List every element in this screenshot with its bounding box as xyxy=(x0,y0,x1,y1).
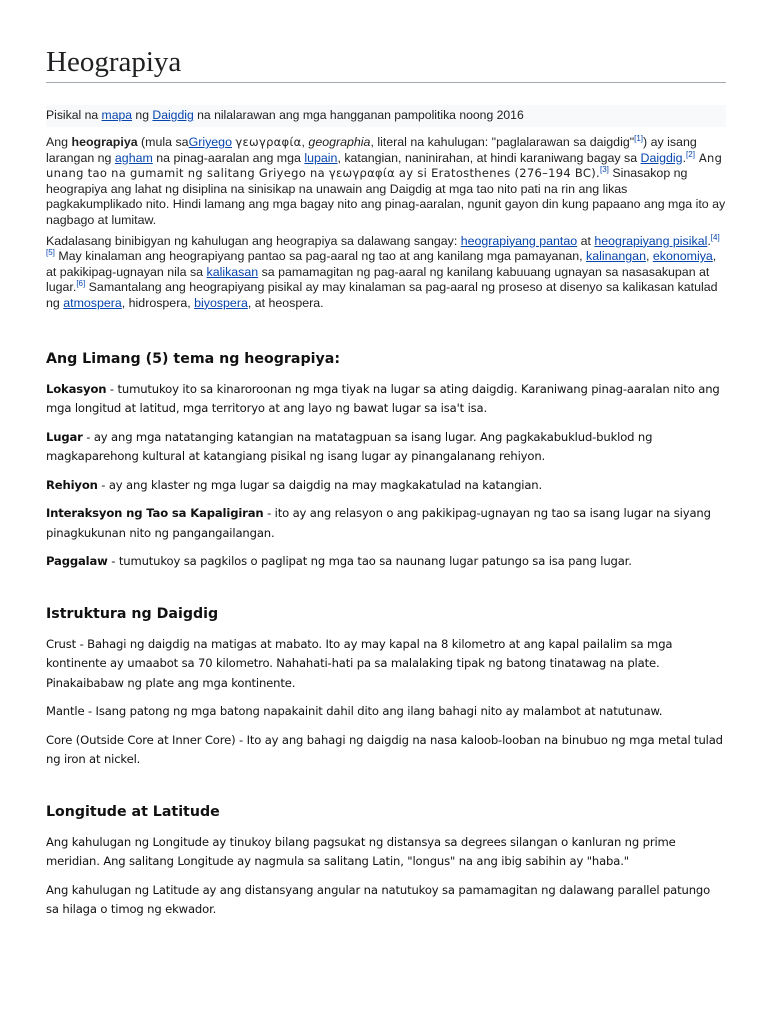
text: , xyxy=(645,249,653,264)
caption-text: Pisikal na xyxy=(46,108,102,122)
item-text: - ay ang klaster ng mga lugar sa daigdig na may magkakatulad na katangian. xyxy=(97,477,543,492)
greek-word: γεωγραφία xyxy=(235,135,302,149)
text: ) ay isang larangan ng xyxy=(46,135,697,165)
item-text: - tumutukoy sa pagkilos o paglipat ng mga tao sa naunang lugar patungo sa isa pang lugar. xyxy=(107,554,632,569)
reference-2[interactable]: [2] xyxy=(686,149,695,159)
list-item: Crust - Bahagi ng daigdig na matigas at mabato. Ito ay may kapal na 8 kilometro at ang kapal pailalim sa mga kontinente ay umaabot sa 70 kilometro. Nahahati-hati pa sa malalaking tipak ng batong tinatawag na plate. Pinakaibabaw ng plate ang mga kontinente. xyxy=(46,636,673,690)
item-term: Paggalaw xyxy=(46,554,108,569)
bold-term: heograpiya xyxy=(71,135,138,149)
list-item xyxy=(46,428,726,467)
section-limang-tema xyxy=(46,350,726,572)
link-heograpiyang-pisikal[interactable]: heograpiyang pisikal xyxy=(594,233,708,248)
caption-text: na nilalarawan ang mga hangganan pampolitika noong 2016 xyxy=(193,108,524,122)
link-griyego[interactable]: Griyego xyxy=(188,135,232,149)
italic-term: geographia xyxy=(308,135,371,149)
item-term: Lugar xyxy=(46,429,83,444)
list-item xyxy=(46,504,726,543)
text: , xyxy=(301,135,309,149)
text: , at pakikipag-ugnayan nila sa xyxy=(46,249,717,279)
item-text: - ay ang mga natatanging katangian na matatagpuan sa isang lugar. Ang pagkakabuklud-buklod ng magkaparehong kultural at katangiang pisikal ng isang lugar ay pinangalanang rehiyon. xyxy=(46,429,653,464)
text: . xyxy=(682,150,687,165)
text: (mula sa xyxy=(137,135,189,149)
link-heograpiyang-pantao[interactable]: heograpiyang pantao xyxy=(460,233,578,248)
link-lupain[interactable]: lupain xyxy=(304,150,338,165)
item-term: Lokasyon xyxy=(46,381,107,396)
text: , at heospera. xyxy=(247,295,324,310)
link-biyospera[interactable]: biyospera xyxy=(194,295,248,310)
article-body xyxy=(46,135,726,312)
link-ekonomiya[interactable]: ekonomiya xyxy=(652,249,713,264)
text: May kinalaman ang heograpiyang pantao sa pag-aaral ng tao at ang kanilang mga pamayanan, xyxy=(54,249,587,264)
list-item: Ang kahulugan ng Longitude ay tinukoy bilang pagsukat ng distansya sa degrees silangan o kanluran ng prime meridian. Ang salitang Longitude ay nagmula sa salitang Latin, "longus" na ang ibig sabihin ay "haba." xyxy=(46,834,676,869)
reference-4-5[interactable]: [4][5] xyxy=(46,232,720,258)
list-item: Core (Outside Core at Inner Core) - Ito ay ang bahagi ng daigdig na nasa kaloob-looban na binubuo ng mga metal tulad ng iron at nickel. xyxy=(46,732,723,767)
link-atmospera[interactable]: atmospera xyxy=(63,295,122,310)
text: , literal na kahulugan: "paglalarawan sa daigdig" xyxy=(370,135,635,149)
link-agham[interactable]: agham xyxy=(114,150,153,165)
text: . xyxy=(707,233,711,248)
list-item xyxy=(46,552,726,572)
section-heading: Longitude at Latitude xyxy=(46,803,220,820)
text: na pinag-aaralan ang mga xyxy=(152,150,305,165)
link-daigdig[interactable]: Daigdig xyxy=(152,108,194,122)
branches-paragraph xyxy=(46,234,726,312)
list-item: Ang kahulugan ng Latitude ay ang distansyang angular na natutukoy sa pamamagitan ng dalawang parallel patungo sa hilaga o timog ng ekwador. xyxy=(46,882,711,917)
caption-text: ng xyxy=(132,108,153,122)
link-mapa[interactable]: mapa xyxy=(101,108,133,122)
item-term: Interaksyon ng Tao sa Kapaligiran xyxy=(46,506,264,521)
reference-6[interactable]: [6] xyxy=(76,279,86,289)
item-term: Rehiyon xyxy=(46,477,98,492)
link-daigdig-body[interactable]: Daigdig xyxy=(640,150,683,165)
page-title: Heograpiya xyxy=(46,44,726,83)
text: Ang xyxy=(46,135,72,149)
text: Sinasakop ng heograpiya ang lahat ng disiplina na sinisikap na unawain ang Daigdig at mga tao nito pati na rin ang likas pagkakumplikado nito. Hindi lamang ang mga bagay nito ang pinag-aaralan, ngunit gayon din kung papaano ang mga ito ay nagbago at lumitaw. xyxy=(46,166,726,227)
list-item xyxy=(46,476,726,496)
text: sa pamamagitan ng pag-aaral ng kanilang kabuuang ugnayan sa nasasakupan at lugar. xyxy=(46,264,710,295)
item-text: - ito ay ang relasyon o ang pakikipag-ugnayan ng tao sa isang lugar na siyang pinagkukunan nito ng pangangailangan. xyxy=(46,506,711,540)
link-kalinangan[interactable]: kalinangan xyxy=(586,249,646,264)
list-item: Mantle - Isang patong ng mga batong napakainit dahil dito ang ilang bahagi nito ay malambot at natutunaw. xyxy=(46,704,663,719)
section-heading: Ang Limang (5) tema ng heograpiya: xyxy=(46,350,341,367)
text: , hidrospera, xyxy=(121,295,195,310)
list-item xyxy=(46,380,726,419)
text: , katangian, naninirahan, at hindi karaniwang bagay sa xyxy=(337,150,641,165)
section-istruktura xyxy=(46,605,726,770)
document-page xyxy=(46,44,726,929)
text: Kadalasang binibigyan ng kahulugan ang heograpiya sa dalawang sangay: xyxy=(46,233,461,248)
section-longitude-latitude xyxy=(46,803,726,920)
link-kalikasan[interactable]: kalikasan xyxy=(206,264,259,279)
text: at xyxy=(577,233,595,248)
map-caption xyxy=(46,105,726,127)
text: Ang unang tao na gumamit ng salitang Griyego na γεωγραφία ay si Eratosthenes (276–194 BC). xyxy=(46,150,723,181)
item-text: - tumutukoy ito sa kinaroroonan ng mga tiyak na lugar sa ating daigdig. Karaniwang pinag-aaralan nito ang mga longitud at latitud, mga territoryo at ang layo ng bawat lugar sa isa't isa. xyxy=(46,381,720,416)
text: Samantalang ang heograpiyang pisikal ay may kinalaman sa pag-aaral ng proseso at disenyo sa kalikasan katulad ng xyxy=(46,280,718,310)
reference-3[interactable]: [3] xyxy=(600,165,609,175)
intro-paragraph xyxy=(46,135,726,229)
section-heading: Istruktura ng Daigdig xyxy=(46,605,219,622)
reference-1[interactable]: [1] xyxy=(634,133,644,143)
